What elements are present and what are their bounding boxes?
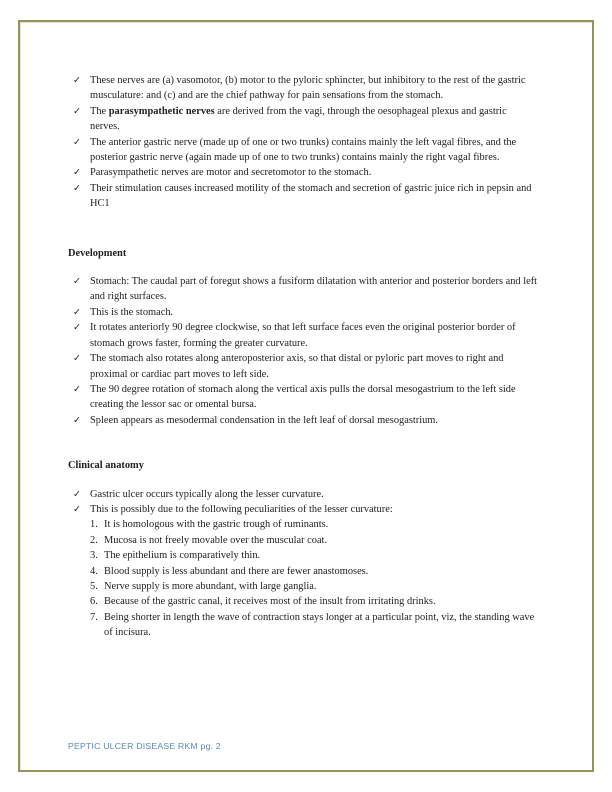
- checkmark-bullet-icon: ✓: [73, 136, 81, 148]
- bullet-item: [68, 502, 538, 517]
- bullet-text: Parasympathetic nerves are motor and secretomotor to the stomach.: [90, 167, 372, 179]
- item-number: 7.: [90, 611, 98, 623]
- section-clinical-anatomy: [68, 458, 538, 640]
- checkmark-bullet-icon: ✓: [73, 75, 81, 86]
- numbered-text: Being shorter in length the wave of contraction stays longer at a particular point, viz, the standing wave of incisura.: [104, 611, 535, 639]
- section-heading: Development: [68, 247, 127, 259]
- bullet-item: [68, 135, 538, 166]
- numbered-item: [68, 610, 538, 641]
- numbered-text: Blood supply is less abundant and there are fewer anastomoses.: [104, 565, 369, 577]
- bullet-text-bold: parasympathetic nerves: [108, 105, 215, 117]
- bullet-text: The anterior gastric nerve (made up of one or two trunks) contains mainly the left vagal fibres, and the posterior gastric nerve (again made up of one to two trunks) contains mainly the right vagal fibres.: [90, 136, 517, 164]
- bullet-text: Stomach: The caudal part of foregut shows a fusiform dilatation with anterior and posterior borders and left and right surfaces.: [90, 276, 538, 303]
- checkmark-bullet-icon: ✓: [73, 353, 81, 365]
- bullet-item: [68, 104, 538, 135]
- bullet-item: [68, 320, 538, 351]
- bullet-item: [68, 274, 538, 305]
- bullet-item: [68, 382, 538, 413]
- section-heading: Clinical anatomy: [68, 460, 144, 472]
- bullet-item: [68, 413, 538, 428]
- bullet-text-pre: The: [90, 105, 109, 117]
- checkmark-bullet-icon: ✓: [73, 383, 81, 395]
- bullet-item: [68, 305, 538, 320]
- numbered-item: [68, 517, 538, 532]
- checkmark-bullet-icon: ✓: [73, 503, 81, 515]
- bullet-text: These nerves are (a) vasomotor, (b) motor to the pyloric sphincter, but inhibitory to the rest of the gastric musculature: and (c) and are the chief pathway for pain sensations from the stomach.: [90, 75, 526, 102]
- bullet-text: It rotates anteriorly 90 degree clockwise, so that left surface faces even the original posterior border of stomach grows faster, forming the greater curvature.: [90, 322, 516, 349]
- numbered-text: Because of the gastric canal, it receives most of the insult from irritating drinks.: [104, 596, 436, 608]
- bullet-text: Spleen appears as mesodermal condensation in the left leaf of dorsal mesogastrium.: [90, 414, 438, 426]
- bullet-text-post: are derived from the vagi, through the oesophageal plexus and gastric nerves.: [90, 105, 507, 133]
- footer-text: PEPTIC ULCER DISEASE RKM pg. 2: [68, 741, 221, 751]
- numbered-item: [68, 533, 538, 548]
- bullet-text: Gastric ulcer occurs typically along the lesser curvature.: [90, 488, 324, 500]
- numbered-text: Nerve supply is more abundant, with large ganglia.: [104, 580, 317, 592]
- item-number: 2.: [90, 534, 98, 546]
- checkmark-bullet-icon: ✓: [73, 276, 81, 288]
- checkmark-bullet-icon: ✓: [73, 105, 81, 117]
- item-number: 4.: [90, 565, 98, 577]
- checkmark-bullet-icon: ✓: [73, 414, 81, 426]
- bullet-item: [68, 487, 538, 502]
- item-number: 5.: [90, 580, 98, 592]
- item-number: 3.: [90, 550, 98, 562]
- bullet-text: The 90 degree rotation of stomach along the vertical axis pulls the dorsal mesogastrium to the left side creating the lessor sac or omental bursa.: [90, 383, 516, 411]
- document-content: [68, 73, 538, 641]
- checkmark-bullet-icon: ✓: [73, 167, 81, 179]
- bullet-item: [68, 165, 538, 180]
- bullet-text: The stomach also rotates along anteroposterior axis, so that distal or pyloric part moves to right and proximal or cardiac part moves to left side.: [90, 353, 504, 380]
- bullet-item: [68, 351, 538, 382]
- item-number: 6.: [90, 596, 98, 608]
- section-nerves: [68, 73, 538, 212]
- numbered-item: [68, 579, 538, 594]
- bullet-item: [68, 73, 538, 104]
- numbered-item: [68, 564, 538, 579]
- numbered-text: The epithelium is comparatively thin.: [104, 550, 261, 562]
- checkmark-bullet-icon: ✓: [73, 488, 81, 500]
- bullet-text: This is the stomach.: [90, 306, 174, 318]
- checkmark-bullet-icon: ✓: [73, 306, 81, 318]
- checkmark-bullet-icon: ✓: [73, 322, 81, 334]
- numbered-item: [68, 594, 538, 609]
- bullet-item: [68, 181, 538, 212]
- bullet-text: This is possibly due to the following peculiarities of the lesser curvature:: [90, 503, 393, 515]
- item-number: 1.: [90, 519, 98, 531]
- bullet-text: Their stimulation causes increased motility of the stomach and secretion of gastric juice rich in pepsin and HC1: [90, 182, 532, 210]
- section-development: [68, 246, 538, 428]
- checkmark-bullet-icon: ✓: [73, 182, 81, 194]
- numbered-text: It is homologous with the gastric trough of ruminants.: [104, 519, 329, 531]
- bullet-text: [90, 104, 538, 135]
- numbered-text: Mucosa is not freely movable over the muscular coat.: [104, 534, 328, 546]
- numbered-item: [68, 548, 538, 563]
